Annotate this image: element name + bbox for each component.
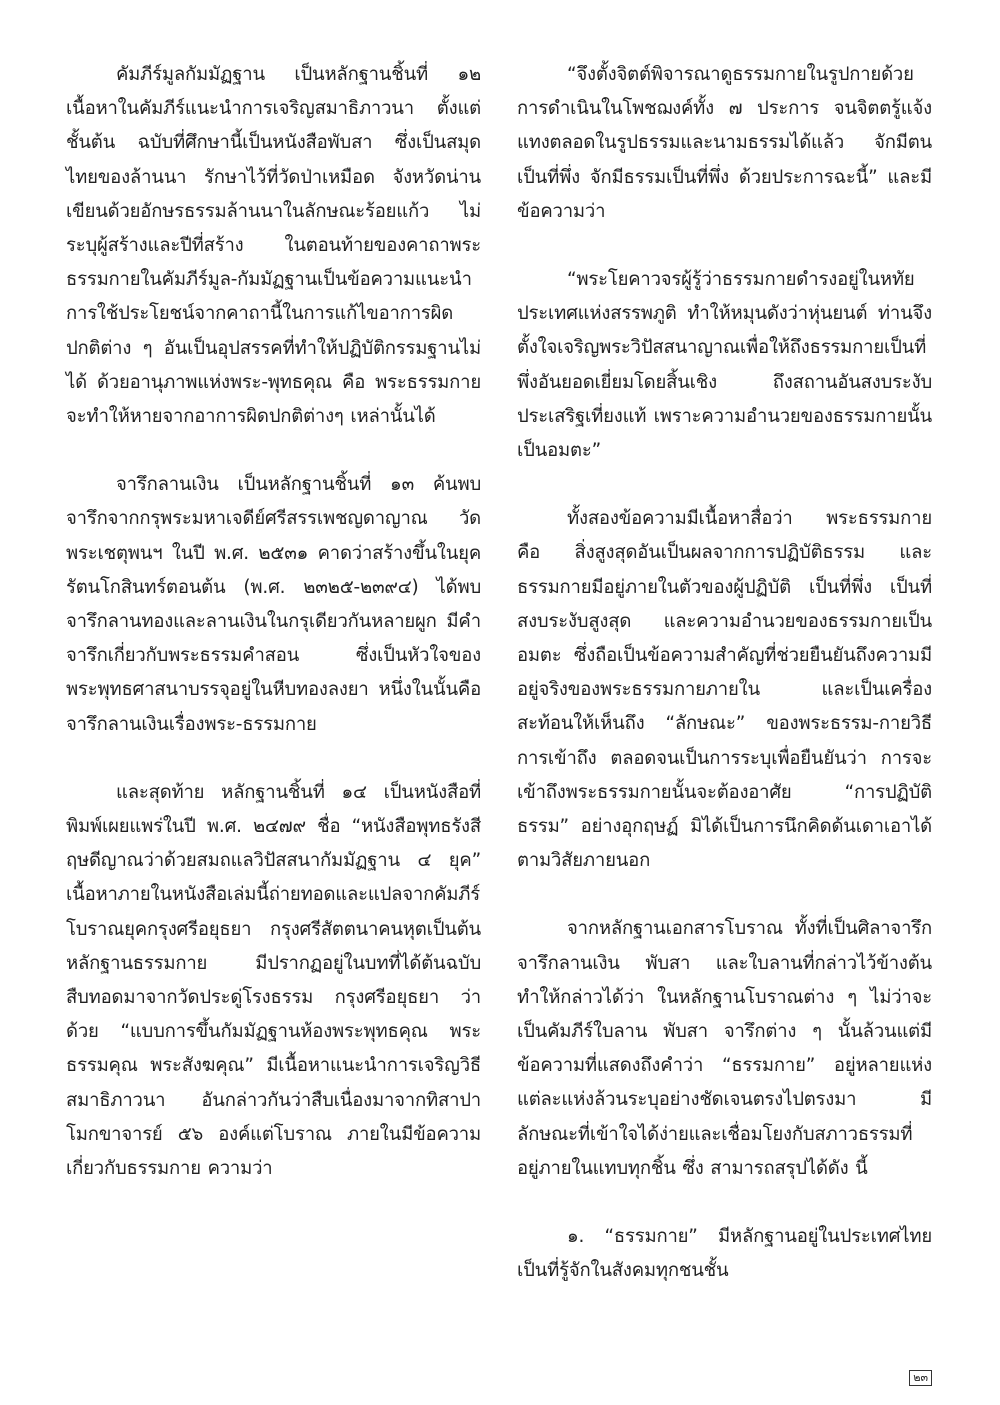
list-item-1: ๑. “ธรรมกาย” มีหลักฐานอยู่ในประเทศไทยเป็นที่รู้จักในสังคมทุกชนชั้น [517,1226,932,1282]
page-number: ๒๓ [909,1370,932,1386]
paragraph-conclusion: จากหลักฐานเอกสารโบราณ ทั้งที่เป็นศิลาจารึก จารึกลานเงิน พับสา และใบลานที่กล่าวไว้ข้างต้น ทำให้กล่าวได้ว่า ในหลักฐานโบราณต่าง ๆ ไม่ว่าจะเป็นคัมภีร์ใบลาน พับสา จารึกต่าง ๆ นั้นล้วนแต่มีข้อความที่แสดงถึงคำว่า “ธรรมกาย” อยู่หลายแห่ง แต่ละแห่งล้วนระบุอย่างชัดเจนตรงไปตรงมา มีลักษณะที่เข้าใจได้ง่ายและเชื่อมโยงกับสภาวธรรมที่อยู่ภายในแทบทุกชิ้น ซึ่ง สามารถสรุปได้ดัง นี้ [517,918,932,1179]
paragraph-mula-kammatthana: คัมภีร์มูลกัมมัฏฐาน เป็นหลักฐานชิ้นที่ ๑๒ เนื้อหาในคัมภีร์แนะนำการเจริญสมาธิภาวนา ตั้งแต่ชั้นต้น ฉบับที่ศึกษานี้เป็นหนังสือพับสา ซึ่งเป็นสมุดไทยของล้านนา รักษาไว้ที่วัดป่าเหมือด จังหวัดน่าน เขียนด้วยอักษรธรรมล้านนาในลักษณะร้อยแก้ว ไม่ระบุผู้สร้างและปีที่สร้าง ในตอนท้ายของคาถาพระธรรมกายในคัมภีร์มูล-กัมมัฏฐานเป็นข้อความแนะนำการใช้ประโยชน์จากคาถานี้ในการแก้ไขอาการผิดปกติต่าง ๆ อันเป็นอุปสรรคที่ทำให้ปฏิบัติกรรมฐานไม่ได้ ด้วยอานุภาพแห่งพระ-พุทธคุณ คือ พระธรรมกาย จะทำให้หายจากอาการผิดปกติต่างๆ เหล่านั้นได้ [66,64,481,428]
quote-second: “พระโยคาวจรผู้รู้ว่าธรรมกายดำรงอยู่ในหทัยประเทศแห่งสรรพภูติ ทำให้หมุนดังว่าหุ่นยนต์ ท่านจึงตั้งใจเจริญพระวิปัสสนาญาณเพื่อให้ถึงธรรมกายเป็นที่พึ่งอันยอดเยี่ยมโดยสิ้นเชิง ถึงสถานอันสงบระงับ ประเสริฐเที่ยงแท้ เพราะความอำนวยของธรรมกายนั้นเป็นอมตะ” [517,269,932,462]
right-column [517,58,932,1289]
quote-first: “จึงตั้งจิตต์พิจารณาดูธรรมกายในรูปกายด้วยการดำเนินในโพชฌงค์ทั้ง ๗ ประการ จนจิตตรู้แจ้งแทงตลอดในรูปธรรมและนามธรรมได้แล้ว จักมีตนเป็นที่พึ่ง จักมีธรรมเป็นที่พึ่ง ด้วยประการฉะนี้” และมีข้อความว่า [517,64,932,222]
paragraph-analysis: ทั้งสองข้อความมีเนื้อหาสื่อว่า พระธรรมกาย คือ สิ่งสูงสุดอันเป็นผลจากการปฏิบัติธรรม และธรรมกายมีอยู่ภายในตัวของผู้ปฏิบัติ เป็นที่พึ่ง เป็นที่สงบระงับสูงสุด และความอำนวยของธรรมกายเป็นอมตะ ซึ่งถือเป็นข้อความสำคัญที่ช่วยยืนยันถึงความมีอยู่จริงของพระธรรมกายภายใน และเป็นเครื่องสะท้อนให้เห็นถึง “ลักษณะ” ของพระธรรม-กายวิธีการเข้าถึง ตลอดจนเป็นการระบุเพื่อยืนยันว่า การจะเข้าถึงพระธรรมกายนั้นจะต้องอาศัย “การปฏิบัติธรรม” อย่างอุกฤษฏ์ มิได้เป็นการนึกคิดด้นเดาเอาได้ตามวิสัยภายนอก [517,508,932,872]
paragraph-silver-plate-inscription: จารึกลานเงิน เป็นหลักฐานชิ้นที่ ๑๓ ค้นพบจารึกจากกรุพระมหาเจดีย์ศรีสรรเพชญดาญาณ วัดพระเชตุพนฯ ในปี พ.ศ. ๒๕๓๑ คาดว่าสร้างขึ้นในยุครัตนโกสินทร์ตอนต้น (พ.ศ. ๒๓๒๕-๒๓๙๔) ได้พบจารึกลานทองและลานเงินในกรุเดียวกันหลายผูก มีคำจารึกเกี่ยวกับพระธรรมคำสอน ซึ่งเป็นหัวใจของพระพุทธศาสนาบรรจุอยู่ในหีบทองลงยา หนึ่งในนั้นคือ จารึกลานเงินเรื่องพระ-ธรรมกาย [66,474,481,735]
paragraph-buddharangsi-book: และสุดท้าย หลักฐานชิ้นที่ ๑๔ เป็นหนังสือที่พิมพ์เผยแพร่ในปี พ.ศ. ๒๔๗๙ ชื่อ “หนังสือพุทธรังสีฤษดีญาณว่าด้วยสมถแลวิปัสสนากัมมัฏฐาน ๔ ยุค” เนื้อหาภายในหนังสือเล่มนี้ถ่ายทอดและแปลจากคัมภีร์โบราณยุคกรุงศรีอยุธยา กรุงศรีสัตตนาคนหุตเป็นต้น หลักฐานธรรมกาย มีปรากฏอยู่ในบทที่ได้ต้นฉบับสืบทอดมาจากวัดประดู่โรงธรรม กรุงศรีอยุธยา ว่าด้วย “แบบการขึ้นกัมมัฏฐานห้องพระพุทธคุณ พระธรรมคุณ พระสังฆคุณ” มีเนื้อหาแนะนำการเจริญวิธีสมาธิภาวนา อันกล่าวกันว่าสืบเนื่องมาจากทิสาปาโมกขาจารย์ ๕๖ องค์แต่โบราณ ภายในมีข้อความเกี่ยวกับธรรมกาย ความว่า [66,781,481,1180]
left-column [66,58,481,1186]
